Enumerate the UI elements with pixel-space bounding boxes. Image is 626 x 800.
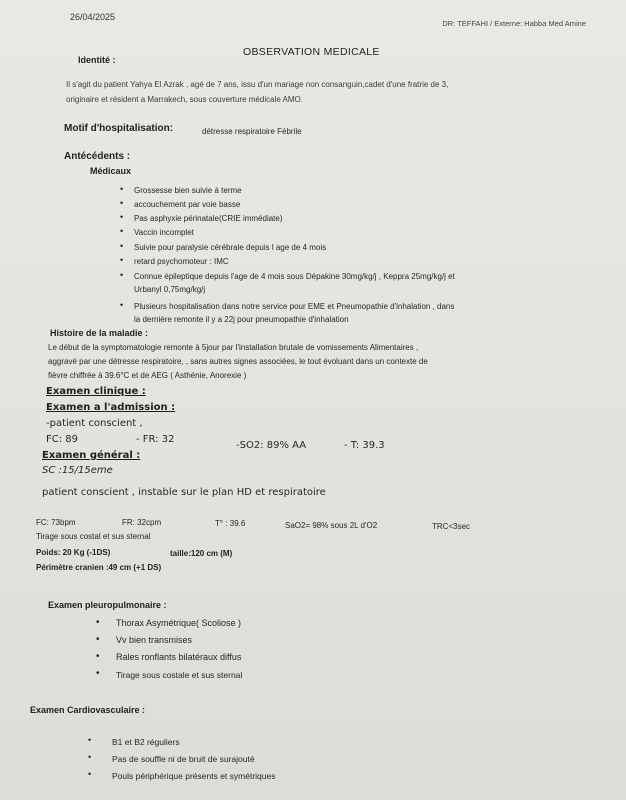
vital-fc: FC: 73bpm — [36, 518, 76, 527]
doctor-line: DR: TEFFAHI / Externe: Habba Med Amine — [442, 19, 586, 28]
poids: Poids: 20 Kg (-1DS) — [36, 548, 111, 557]
tirage-line: Tirage sous costal et sus sternal — [36, 532, 151, 541]
bullet-icon: • — [96, 617, 100, 628]
histoire-label: Histoire de la maladie : — [50, 328, 149, 338]
bullet-icon: • — [120, 226, 124, 236]
bullet-icon: • — [96, 668, 100, 679]
bullet-icon: • — [120, 212, 124, 222]
cardio-label: Examen Cardiovasculaire : — [30, 705, 146, 715]
bullet-icon: • — [120, 184, 124, 194]
etat-general: patient conscient , instable sur le plan HD et respiratoire — [42, 487, 326, 498]
antecedent-item: Connue épileptique depuis l'age de 4 mois sous Dépakine 30mg/kg/j , Keppra 25mg/kg/j et — [134, 272, 455, 281]
bullet-icon: • — [120, 255, 124, 265]
histoire-line-3: fièvre chiffrée à 39.6°C et de AEG ( Asthénie, Anorexie ) — [48, 371, 247, 380]
taille: taille:120 cm (M) — [170, 549, 233, 558]
antecedent-item: accouchement par voie basse — [134, 200, 241, 209]
antecedent-item: retard psychomoteur : IMC — [134, 257, 229, 266]
cardio-item: Pouls périphérique présents et symétriques — [112, 771, 276, 781]
antecedents-label: Antécédents : — [64, 151, 131, 162]
antecedent-item: Pas asphyxie périnatale(CRIE immédiate) — [134, 214, 283, 223]
bullet-icon: • — [88, 752, 92, 762]
antecedent-item: Suivie pour paralysie cérébrale depuis l age de 4 mois — [134, 243, 327, 252]
medicaux-label: Médicaux — [90, 166, 132, 176]
admission-t: - T: 39.3 — [344, 440, 385, 451]
identite-line-2: originaire et résident a Marrakech, sous couverture médicale AMO. — [66, 95, 303, 104]
document-date: 26/04/2025 — [70, 12, 116, 22]
identite-label: Identité : — [78, 55, 116, 65]
perimetre-cranien: Périmètre cranien :49 cm (+1 DS) — [36, 563, 162, 572]
cardio-item: Pas de souffle ni de bruit de surajouté — [112, 754, 255, 764]
vital-fr: FR: 32cpm — [122, 518, 162, 527]
antecedent-item: Grossesse bien suivie à terme — [134, 186, 242, 195]
bullet-icon: • — [96, 634, 100, 645]
antecedent-item: Plusieurs hospitalisation dans notre service pour EME et Pneumopathie d'inhalation , dans — [134, 302, 455, 311]
antecedent-item: Vaccin incomplet — [134, 228, 194, 237]
examen-admission-label: Examen a l'admission : — [46, 402, 176, 413]
pleuro-item: Tirage sous costale et sus sternal — [116, 670, 243, 680]
bullet-icon: • — [88, 735, 92, 745]
bullet-icon: • — [120, 241, 124, 251]
identite-line-1: Il s'agit du patient Yahya El Azrak , agé de 7 ans, issu d'un mariage non consanguin,cadet d'une fratrie de 3, — [66, 80, 449, 89]
admission-so2: -SO2: 89% AA — [236, 440, 307, 451]
histoire-line-2: aggravé par une détresse respiratoire, , sans autres signes associées, le tout évoluant dans un contexte de — [48, 357, 428, 366]
pleuro-item: Thorax Asymétrique( Scoliose ) — [116, 618, 242, 628]
antecedent-item-cont: Urbanyl 0,75mg/kg/j — [134, 285, 206, 294]
page-title: OBSERVATION MEDICALE — [243, 46, 380, 58]
vital-sao2: SaO2= 98% sous 2L d'O2 — [285, 521, 378, 530]
score-sc: SC :15/15eme — [42, 465, 113, 476]
motif-text: détresse respiratoire Fébrile — [202, 127, 302, 136]
antecedent-item-cont: la dernière remonte il y a 22j pour pneumopathie d'inhalation — [134, 315, 349, 324]
cardio-item: B1 et B2 réguliers — [112, 737, 180, 747]
pleuro-label: Examen pleuropulmonaire : — [48, 600, 167, 610]
motif-label: Motif d'hospitalisation: — [64, 123, 174, 134]
patient-status: -patient conscient , — [46, 418, 143, 429]
examen-general-label: Examen général : — [42, 450, 141, 461]
bullet-icon: • — [120, 300, 124, 310]
bullet-icon: • — [96, 651, 100, 662]
pleuro-item: Vv bien transmises — [116, 635, 193, 645]
histoire-line-1: Le début de la symptomatologie remonte à 5jour par l'installation brutale de vomissements Alimentaires , — [48, 343, 419, 352]
pleuro-item: Rales ronflants bilatéraux diffus — [116, 652, 242, 662]
bullet-icon: • — [88, 769, 92, 779]
vital-t: T° : 39.6 — [215, 519, 246, 528]
admission-fc: FC: 89 — [46, 434, 79, 445]
admission-fr: - FR: 32 — [136, 434, 175, 445]
vital-trc: TRC<3sec — [432, 522, 471, 531]
examen-clinique-label: Examen clinique : — [46, 386, 146, 397]
bullet-icon: • — [120, 270, 124, 280]
bullet-icon: • — [120, 198, 124, 208]
